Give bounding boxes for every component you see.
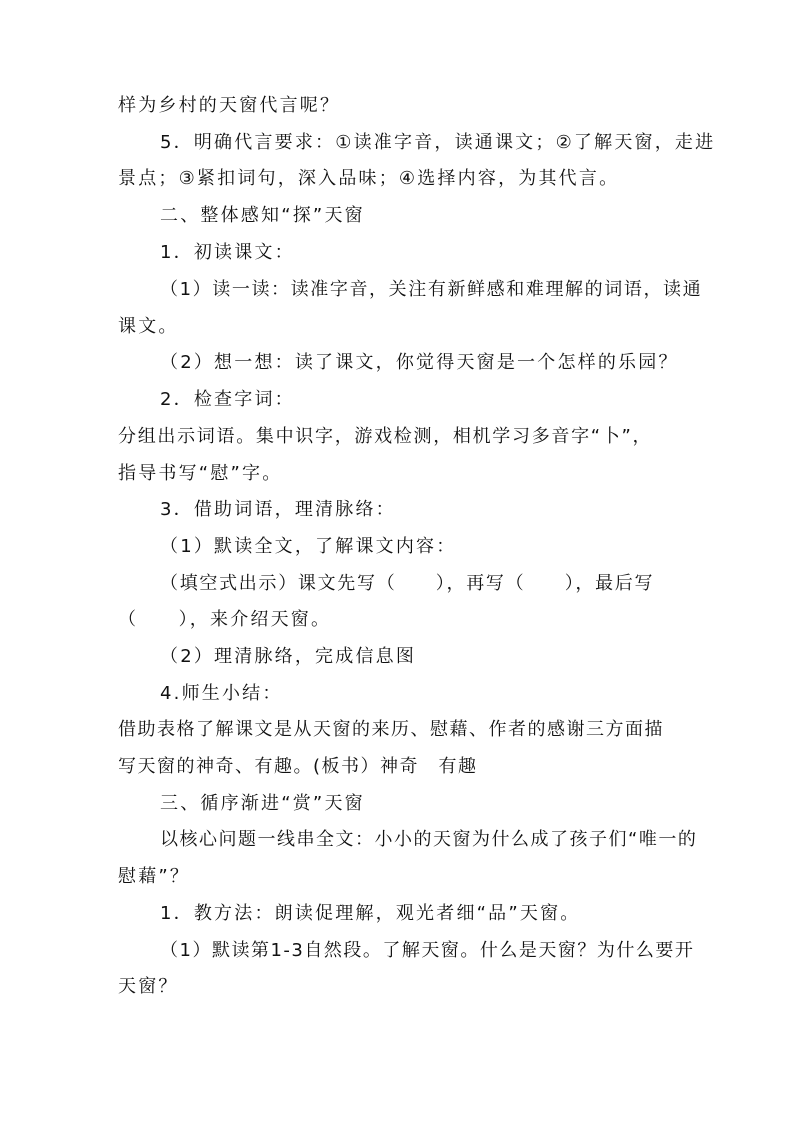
text-line: 指导书写“慰”字。 [118, 463, 283, 484]
subheading: 1．初读课文： [160, 242, 295, 263]
text-line: 景点；③紧扣词句，深入品味；④选择内容，为其代言。 [118, 168, 620, 189]
subheading: 2．检查字词： [160, 389, 295, 410]
text-line: （2）理清脉络，完成信息图 [160, 646, 417, 667]
text-line: 分组出示词语。集中识字，游戏检测，相机学习多音字“卜”， [118, 426, 653, 447]
text-line: 借助表格了解课文是从天窗的来历、慰藉、作者的感谢三方面描 [118, 719, 664, 740]
text-line: 天窗？ [118, 976, 179, 997]
text-line: （1）默读全文，了解课文内容： [160, 536, 457, 557]
section-heading: 二、整体感知“探”天窗 [160, 205, 365, 226]
text-line: 样为乡村的天窗代言呢？ [118, 95, 341, 116]
section-heading: 三、循序渐进“赏”天窗 [160, 793, 365, 814]
text-line: （ ），来介绍天窗。 [118, 609, 332, 630]
subheading: 4.师生小结： [160, 683, 283, 704]
text-line: 课文。 [118, 316, 179, 337]
text-line: （2）想一想：读了课文，你觉得天窗是一个怎样的乐园？ [160, 352, 679, 373]
text-line: 写天窗的神奇、有趣。(板书）神奇 有趣 [118, 756, 478, 777]
text-line: 慰藉”？ [118, 866, 191, 887]
text-line: 以核心问题一线串全文：小小的天窗为什么成了孩子们“唯一的 [160, 829, 698, 850]
text-line: （填空式出示）课文先写（ ），再写（ ），最后写 [160, 573, 655, 594]
subheading: 1．教方法：朗读促理解，观光者细“品”天窗。 [160, 903, 581, 924]
subheading: 3．借助词语，理清脉络： [160, 499, 396, 520]
text-line: 5．明确代言要求：①读准字音，读通课文；②了解天窗，走进 [160, 132, 716, 153]
text-line: （1）默读第1-3自然段。了解天窗。什么是天窗？为什么要开 [160, 940, 695, 961]
text-line: （1）读一读：读准字音，关注有新鲜感和难理解的词语，读通 [160, 279, 703, 300]
